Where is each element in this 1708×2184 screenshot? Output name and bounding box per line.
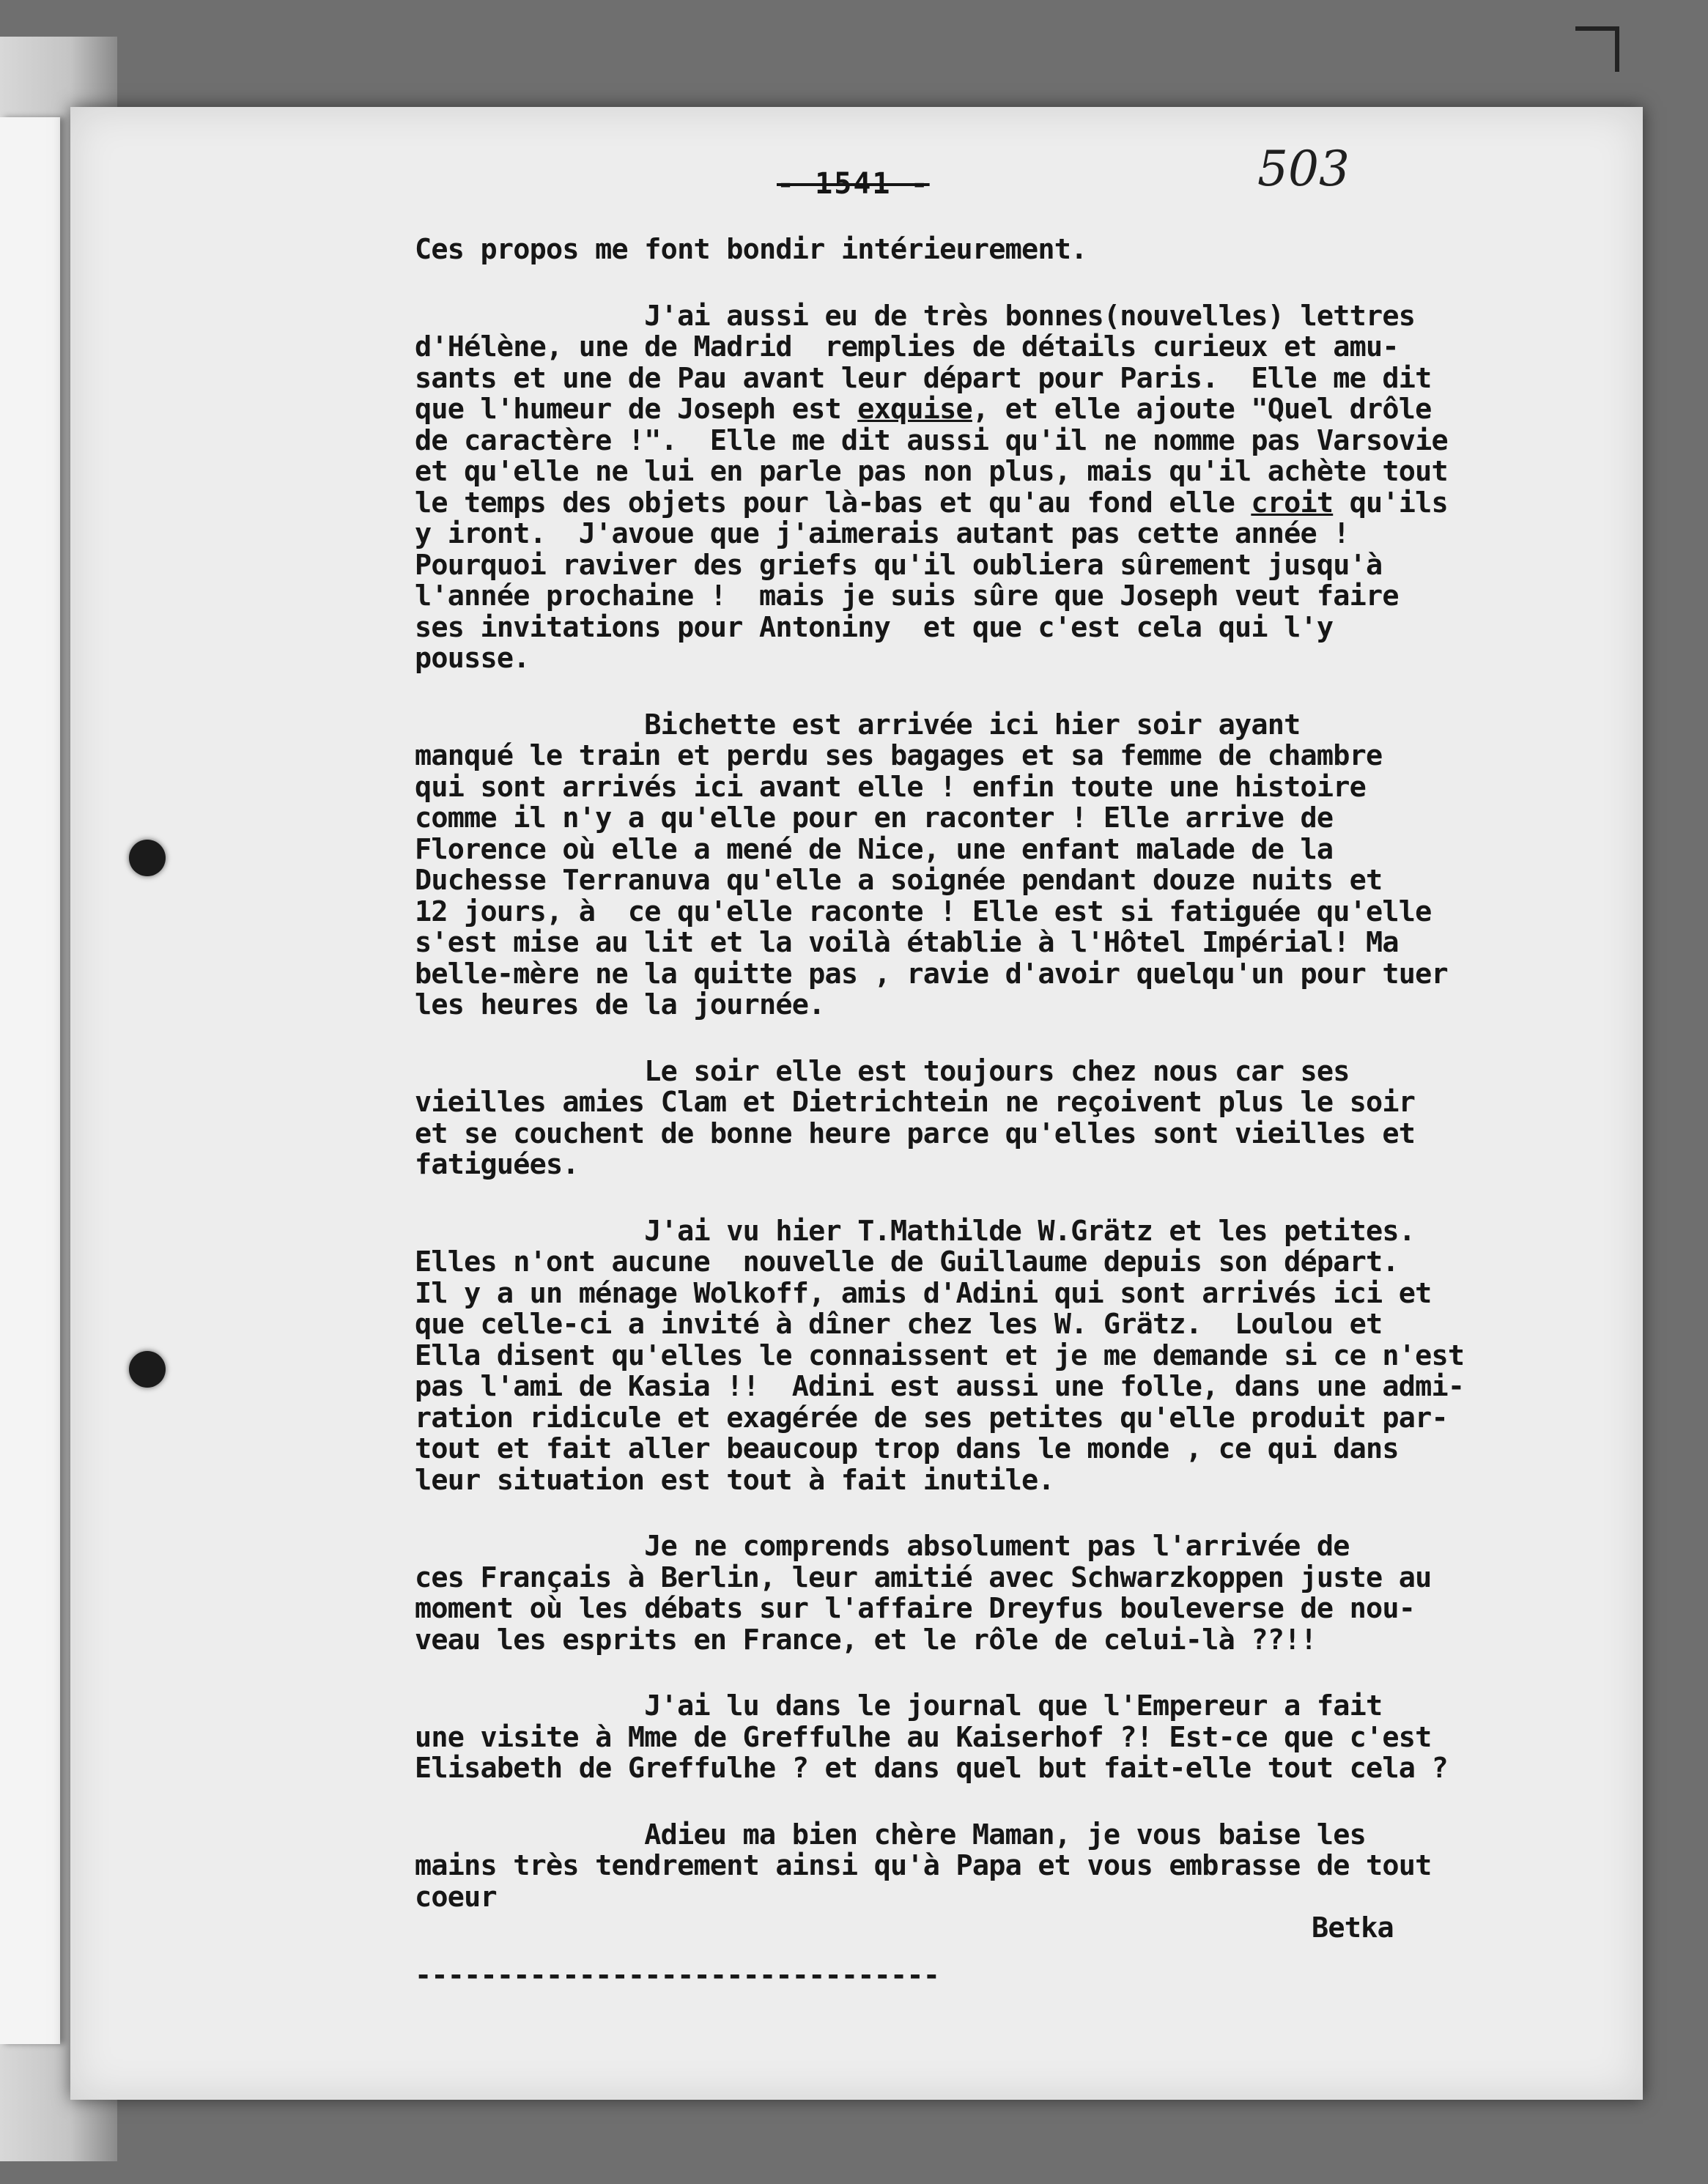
text-segment: et se couchent de bonne heure parce qu'elles sont vieilles et [415, 1117, 1416, 1150]
text-segment: ration ridicule et exagérée de ses petites qu'elle produit par- [415, 1401, 1448, 1435]
text-line [415, 1531, 1616, 1563]
text-segment: Duchesse Terranuva qu'elle a soignée pendant douze nuits et [415, 864, 1383, 897]
text-segment: coeur [415, 1880, 497, 1914]
text-line [415, 1820, 1616, 1851]
paragraph-gap [415, 266, 1616, 301]
letter-paragraphs [415, 234, 1616, 1913]
text-segment: J'ai vu hier T.Mathilde W.Grätz et les petites. [415, 1214, 1416, 1248]
text-segment: qui sont arrivés ici avant elle ! enfin toute une histoire [415, 770, 1366, 804]
text-segment: s'est mise au lit et la voilà établie à l'Hôtel Impérial! Ma [415, 926, 1399, 959]
text-segment: que l'humeur de Joseph est [415, 393, 858, 426]
text-segment: mains très tendrement ainsi qu'à Papa et vous embrasse de tout [415, 1849, 1432, 1882]
text-segment: Adieu ma bien chère Maman, je vous baise les [415, 1818, 1366, 1851]
text-line [415, 456, 1616, 488]
text-line [415, 1216, 1616, 1248]
text-segment: tout et fait aller beaucoup trop dans le monde , ce qui dans [415, 1432, 1399, 1465]
text-line [415, 1625, 1616, 1656]
text-segment: que celle-ci a invité à dîner chez les W. Grätz. Loulou et [415, 1308, 1383, 1341]
paragraph [415, 1531, 1616, 1656]
paragraph-gap [415, 1656, 1616, 1691]
text-line [415, 1753, 1616, 1785]
text-segment: J'ai lu dans le journal que l'Empereur a fait [415, 1689, 1383, 1722]
page-number: - 1541 - [777, 167, 930, 201]
text-segment: Bichette est arrivée ici hier soir ayant [415, 708, 1301, 741]
text-segment: de caractère !". Elle me dit aussi qu'il ne nomme pas Varsovie [415, 423, 1448, 457]
text-line [415, 710, 1616, 741]
text-line [415, 1341, 1616, 1372]
text-segment: Pourquoi raviver des griefs qu'il oubliera sûrement jusqu'à [415, 548, 1383, 582]
text-segment: qu'ils [1333, 486, 1448, 519]
closing-rule: -------------------------------- [415, 1958, 940, 1992]
text-segment: Il y a un ménage Wolkoff, amis d'Adini qui sont arrivés ici et [415, 1276, 1432, 1310]
paragraph-gap [415, 1181, 1616, 1216]
text-line [415, 741, 1616, 772]
text-segment: Ces propos me font bondir intérieurement. [415, 233, 1087, 266]
text-segment: Je ne comprends absolument pas l'arrivée de [415, 1530, 1350, 1563]
text-segment: ces Français à Berlin, leur amitié avec Schwarzkoppen juste au [415, 1561, 1432, 1594]
text-line [415, 1691, 1616, 1722]
text-line [415, 1056, 1616, 1088]
text-line [415, 959, 1616, 991]
text-segment: vieilles amies Clam et Dietrichtein ne reçoivent plus le soir [415, 1086, 1416, 1119]
underlined-word: croit [1251, 486, 1334, 519]
text-line [415, 1087, 1616, 1119]
text-line [415, 332, 1616, 363]
handwritten-page-number: 503 [1257, 141, 1350, 197]
text-segment: 12 jours, à ce qu'elle raconte ! Elle est si fatiguée qu'elle [415, 895, 1432, 928]
text-line [415, 865, 1616, 897]
text-segment: Elles n'ont aucune nouvelle de Guillaume depuis son départ. [415, 1245, 1399, 1278]
paragraph [415, 710, 1616, 1021]
text-line [415, 1309, 1616, 1341]
text-line [415, 1434, 1616, 1465]
text-line [415, 581, 1616, 612]
punch-hole [129, 1351, 166, 1388]
text-line [415, 1563, 1616, 1594]
text-segment: veau les esprits en France, et le rôle de celui-là ??!! [415, 1623, 1317, 1656]
text-line [415, 1150, 1616, 1181]
text-segment: J'ai aussi eu de très bonnes(nouvelles) lettres [415, 299, 1416, 333]
text-segment: pousse. [415, 642, 530, 675]
text-segment: sants et une de Pau avant leur départ pour Paris. Elle me dit [415, 361, 1432, 395]
text-segment: leur situation est tout à fait inutile. [415, 1463, 1054, 1497]
text-segment: comme il n'y a qu'elle pour en raconter ! Elle arrive de [415, 802, 1334, 834]
text-line [415, 1247, 1616, 1278]
text-segment: y iront. J'avoue que j'aimerais autant pas cette année ! [415, 517, 1350, 550]
text-line [415, 519, 1616, 550]
text-segment: pas l'ami de Kasia !! Adini est aussi une folle, dans une admi- [415, 1370, 1465, 1403]
text-segment: les heures de la journée. [415, 988, 825, 1021]
text-segment: l'année prochaine ! mais je suis sûre que Joseph veut faire [415, 580, 1399, 612]
text-line [415, 550, 1616, 582]
text-segment: Florence où elle a mené de Nice, une enfant malade de la [415, 832, 1334, 866]
text-line [415, 928, 1616, 959]
paragraph [415, 1216, 1616, 1497]
punch-hole [129, 840, 166, 876]
text-segment: ses invitations pour Antoniny et que c'est cela qui l'y [415, 610, 1334, 644]
text-segment: moment où les débats sur l'affaire Dreyfus bouleverse de nou- [415, 1592, 1416, 1625]
text-line [415, 1851, 1616, 1882]
paragraph-gap [415, 1496, 1616, 1531]
text-line [415, 1278, 1616, 1310]
underlined-word: exquise [857, 393, 972, 426]
paragraph-gap [415, 1785, 1616, 1820]
text-line [415, 897, 1616, 928]
text-segment: , et elle ajoute "Quel drôle [972, 393, 1432, 426]
text-segment: manqué le train et perdu ses bagages et sa femme de chambre [415, 739, 1383, 772]
text-line [415, 1403, 1616, 1435]
paragraph-gap [415, 675, 1616, 710]
text-line [415, 1372, 1616, 1403]
text-line [415, 990, 1616, 1021]
text-segment: Elisabeth de Greffulhe ? et dans quel but fait-elle tout cela ? [415, 1752, 1448, 1785]
paragraph [415, 1820, 1616, 1914]
text-line [415, 1882, 1616, 1914]
text-line [415, 803, 1616, 834]
text-line [415, 643, 1616, 675]
text-line [415, 488, 1616, 519]
paragraph-gap [415, 1021, 1616, 1056]
text-line [415, 1593, 1616, 1625]
text-line [415, 1722, 1616, 1754]
text-line [415, 1465, 1616, 1497]
crop-corner-mark [1575, 26, 1619, 72]
text-line [415, 423, 1616, 457]
text-segment: d'Hélène, une de Madrid remplies de détails curieux et amu- [415, 330, 1399, 363]
paragraph [415, 1056, 1616, 1181]
text-segment: le temps des objets pour là-bas et qu'au fond elle [415, 486, 1252, 519]
text-segment: une visite à Mme de Greffulhe au Kaiserhof ?! Est-ce que c'est [415, 1720, 1432, 1754]
text-line [415, 612, 1616, 644]
text-segment: fatiguées. [415, 1148, 579, 1181]
text-segment: Le soir elle est toujours chez nous car ses [415, 1054, 1350, 1088]
text-line [415, 234, 1616, 266]
signature: Betka [1312, 1911, 1394, 1944]
letter-body [415, 234, 1616, 1991]
text-segment: belle-mère ne la quitte pas , ravie d'avoir quelqu'un pour tuer [415, 957, 1448, 991]
paragraph [415, 234, 1616, 266]
text-line [415, 363, 1616, 395]
text-line [415, 301, 1616, 333]
text-segment: et qu'elle ne lui en parle pas non plus, mais qu'il achète tout [415, 455, 1448, 488]
scan-paper-edge [0, 117, 60, 2044]
text-line [415, 834, 1616, 866]
text-segment: Ella disent qu'elles le connaissent et je me demande si ce n'est [415, 1339, 1465, 1372]
paragraph [415, 1691, 1616, 1785]
text-line [415, 1119, 1616, 1150]
paragraph [415, 301, 1616, 675]
text-line [415, 394, 1616, 426]
text-line [415, 772, 1616, 804]
